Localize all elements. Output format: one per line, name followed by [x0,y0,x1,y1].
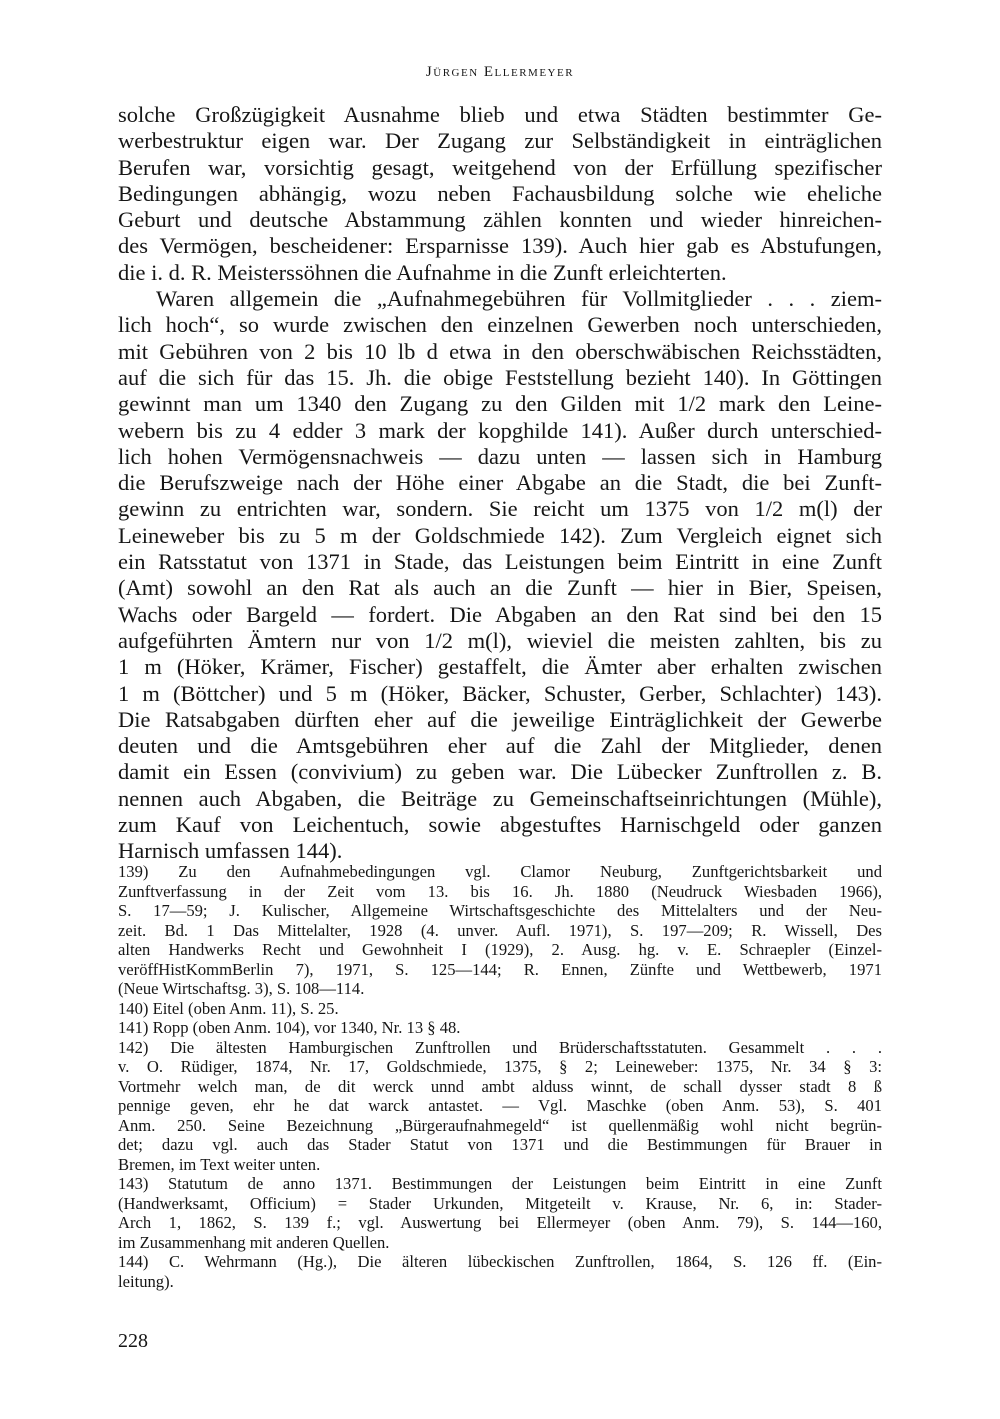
footnote-line: S. 17—59; J. Kulischer, Allgemeine Wirtschaftsgeschichte des Mittelalters und der Neu- [118,901,882,920]
footnote-line: Arch 1, 1862, S. 139 f.; vgl. Auswertung bei Ellermeyer (oben Anm. 79), S. 144—160, [118,1213,882,1232]
body-line: (Amt) sowohl an den Rat als auch an die Zunft — hier in Bier, Speisen, [118,575,882,601]
footnote-line: 139) Zu den Aufnahmebedingungen vgl. Clamor Neuburg, Zunftgerichtsbarkeit und [118,862,882,881]
body-line: gewinn zu entrichten war, sondern. Sie reicht um 1375 von 1/2 m(l) der [118,496,882,522]
footnote-line: alten Handwerks Recht und Gewohnheit I (1929), 2. Ausg. hg. v. E. Schraepler (Einzel- [118,940,882,959]
body-line: Leineweber bis zu 5 m der Goldschmiede 142). Zum Vergleich eignet sich [118,522,882,548]
footnote-line: 144) C. Wehrmann (Hg.), Die älteren lübeckischen Zunftrollen, 1864, S. 126 ff. (Ein- [118,1252,882,1271]
body-line: mit Gebühren von 2 bis 10 lb d etwa in den oberschwäbischen Reichsstädten, [118,338,882,364]
body-line: 1 m (Höker, Krämer, Fischer) gestaffelt, die Ämter aber erhalten zwischen [118,654,882,680]
footnote-line: det; dazu vgl. auch das Stader Statut von 1371 und die Bestimmungen für Brauer in [118,1135,882,1154]
footnote-line: 142) Die ältesten Hamburgischen Zunftrollen und Brüderschaftsstatuten. Gesammelt . . . [118,1037,882,1057]
body-line: solche Großzügigkeit Ausnahme blieb und etwa Städten bestimmter Ge- [118,102,882,127]
body-line: ein Ratsstatut von 1371 in Stade, das Leistungen beim Eintritt in eine Zunft [118,549,882,575]
footnote-line: 143) Statutum de anno 1371. Bestimmungen der Leistungen beim Eintritt in eine Zunft [118,1174,882,1193]
body-line: lich hoch“, so wurde zwischen den einzelnen Gewerben noch unterschieden, [118,312,882,338]
body-line: damit ein Essen (convivium) zu geben war. Die Lübecker Zunftrollen z. B. [118,759,882,785]
footnote-line: veröffHistKommBerlin 7), 1971, S. 125—144; R. Ennen, Zünfte und Wettbewerb, 1971 [118,959,882,979]
footnote-line: im Zusammenhang mit anderen Quellen. [118,1232,390,1252]
body-line: werbestruktur eigen war. Der Zugang zur Selbständigkeit in einträglichen [118,128,882,154]
body-line: deuten und die Amtsgebühren eher auf die Zahl der Mitglieder, denen [118,733,882,759]
body-line: Bedingungen abhängig, wozu neben Fachausbildung solche wie eheliche [118,180,882,206]
footnote-line: Bremen, im Text weiter unten. [118,1154,321,1174]
footnote-line: Vortmehr welch man, de dit werck unnd ambt alduss winnt, de schall dysser stadt 8 ß [118,1076,882,1096]
body-line: die Berufszweige nach der Höhe einer Abgabe an die Stadt, die bei Zunft- [118,470,882,496]
page-number: 228 [118,1330,148,1352]
footnote-line: Anm. 250. Seine Bezeichnung „Bürgeraufnahmegeld“ ist quellenmäßig wohl nicht begrün- [118,1115,882,1135]
body-line: Geburt und deutsche Abstammung zählen konnten und wieder hinreichen- [118,207,882,233]
main-text-block [118,102,882,865]
body-line: Die Ratsabgaben dürften eher auf die jeweilige Einträglichkeit der Gewerbe [118,706,882,732]
footnote-line: zeit. Bd. 1 Das Mittelalter, 1928 (4. unver. Aufl. 1971), S. 197—209; R. Wissell, Des [118,920,882,940]
body-line: zum Kauf von Leichentuch, sowie abgestuftes Harnischgeld oder ganzen [118,812,882,838]
body-line: Berufen war, vorsichtig gesagt, weitgehend von der Erfüllung spezifischer [118,154,882,180]
footnote-line: 141) Ropp (oben Anm. 104), vor 1340, Nr. 13 § 48. [118,1018,461,1037]
body-line: die i. d. R. Meisterssöhnen die Aufnahme in die Zunft erleichterten. [118,259,727,285]
body-line: nennen auch Abgaben, die Beiträge zu Gemeinschaftseinrichtungen (Mühle), [118,785,882,811]
body-line: auf die sich für das 15. Jh. die obige Feststellung bezieht 140). In Göttingen [118,364,882,390]
footnote-line: Zunftverfassung in der Zeit vom 13. bis 16. Jh. 1880 (Neudruck Wiesbaden 1966), [118,881,882,901]
body-line: gewinnt man um 1340 den Zugang zu den Gilden mit 1/2 mark den Leine- [118,391,882,417]
body-line: lich hohen Vermögensnachweis — dazu unten — lassen sich in Hamburg [118,443,882,469]
footnotes-block [118,862,882,1291]
footnote-line: (Neue Wirtschaftsg. 3), S. 108—114. [118,979,365,998]
body-line: des Vermögen, bescheidener: Ersparnisse 139). Auch hier gab es Abstufungen, [118,233,882,259]
footnote-line: v. O. Rüdiger, 1874, Nr. 17, Goldschmiede, 1375, § 2; Leineweber: 1375, Nr. 34 § 3: [118,1057,882,1076]
footnote-line: 140) Eitel (oben Anm. 11), S. 25. [118,998,339,1018]
running-head: Jürgen Ellermeyer [425,64,575,80]
footnote-line: leitung). [118,1271,174,1291]
body-line: Wachs oder Bargeld — fordert. Die Abgaben an den Rat sind bei den 15 [118,601,882,627]
footnote-line: pennige geven, ehr he dat warck antastet. — Vgl. Maschke (oben Anm. 53), S. 401 [118,1096,882,1115]
body-line: aufgeführten Ämtern nur von 1/2 m(l), wieviel die meisten zahlten, bis zu [118,627,882,653]
body-line: Harnisch umfassen 144). [118,838,343,864]
footnote-line: (Handwerksamt, Officium) = Stader Urkunden, Mitgeteilt v. Krause, Nr. 6, in: Stader- [118,1193,882,1213]
body-line: Waren allgemein die „Aufnahmegebühren für Vollmitglieder . . . ziem- [156,286,882,312]
body-line: webern bis zu 4 edder 3 mark der kopghilde 141). Außer durch unterschied- [118,417,882,443]
body-line: 1 m (Böttcher) und 5 m (Höker, Bäcker, Schuster, Gerber, Schlachter) 143). [118,680,882,706]
